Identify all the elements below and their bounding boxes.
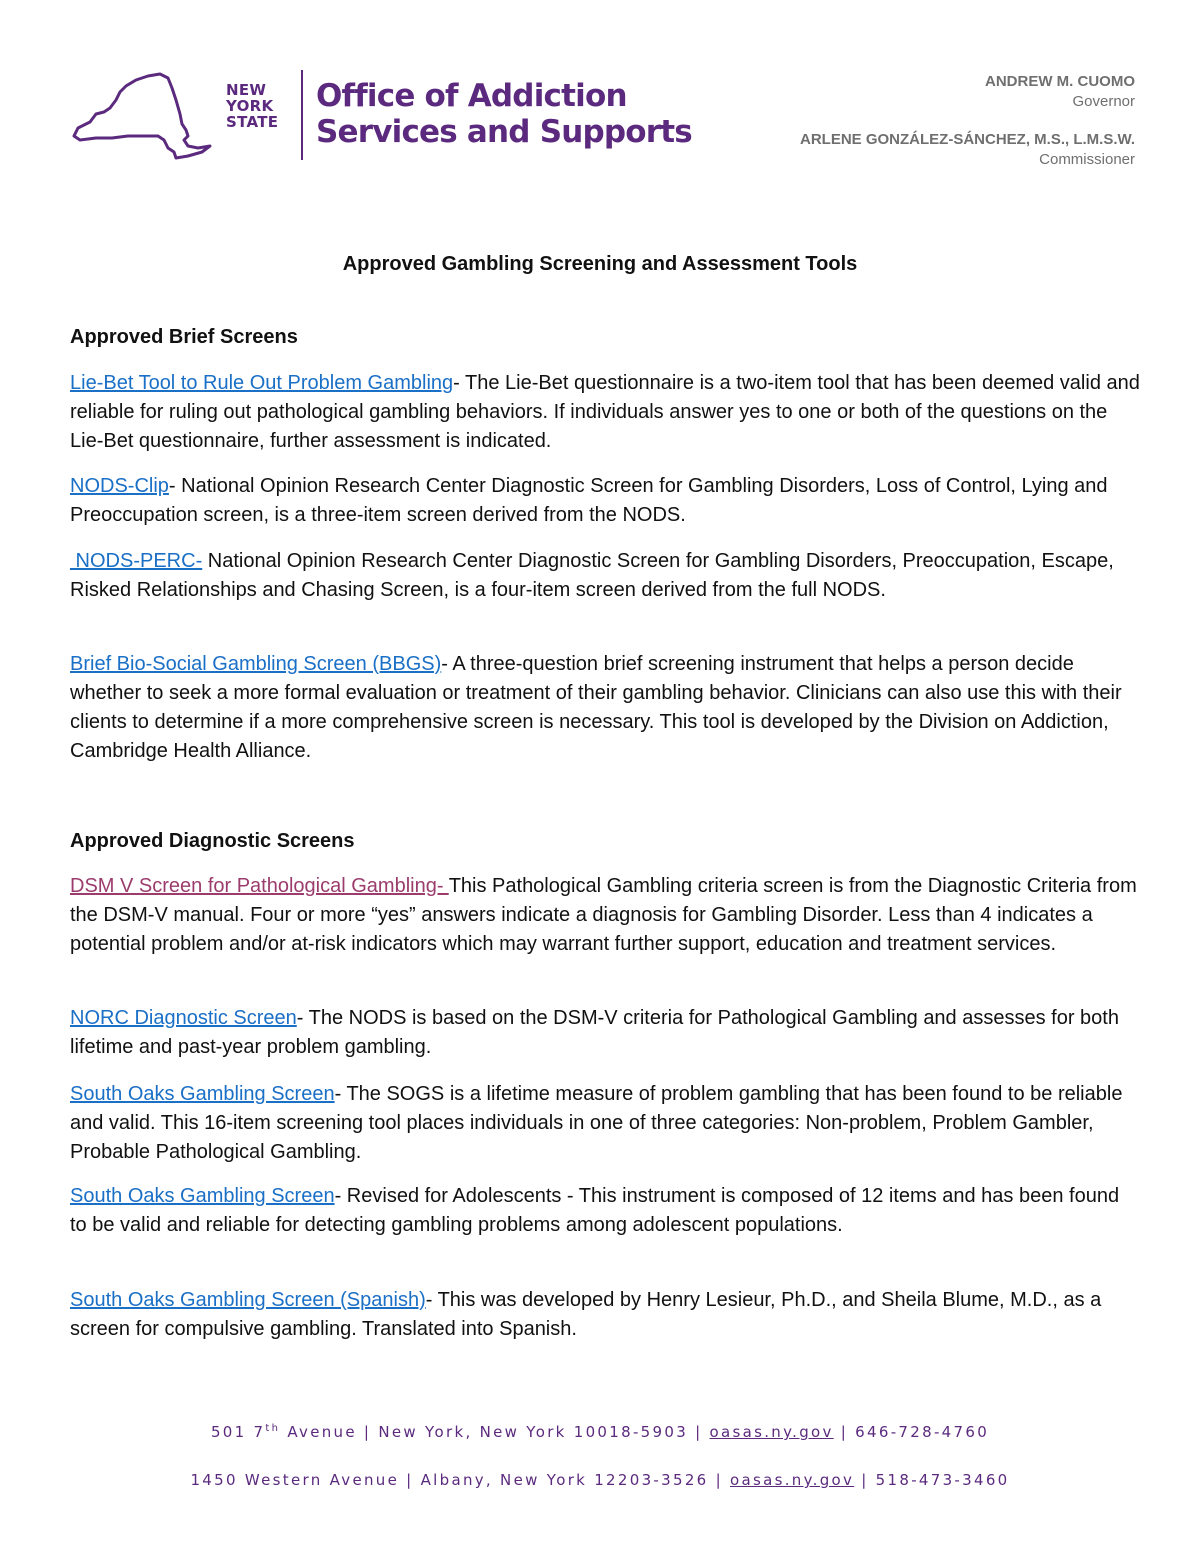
footer-albany-street: 1450 Western Avenue | Albany, New York 12203-3526 |: [190, 1471, 731, 1489]
diagnostic-screens-heading: Approved Diagnostic Screens: [70, 830, 355, 852]
logo-divider: [301, 70, 303, 160]
sogs-description: - The SOGS is a lifetime measure of problem gambling that has been found to be reliable and valid. This 16-item screening tool places individuals in one of three categories: Non-problem, Problem Gambler, Probable Pathological Gambling.: [70, 1083, 1123, 1163]
footer-albany-website-link[interactable]: oasas.ny.gov: [730, 1471, 855, 1489]
list-item: [70, 872, 1140, 959]
footer-nyc-phone: | 646-728-4760: [833, 1423, 990, 1441]
dsm-v-screen-link[interactable]: DSM V Screen for Pathological Gambling-: [70, 875, 449, 897]
list-item: [70, 1004, 1140, 1062]
norc-description: - The NODS is based on the DSM-V criteria for Pathological Gambling and assesses for both lifetime and past-year problem gambling.: [70, 1007, 1119, 1058]
lie-bet-description: - The Lie-Bet questionnaire is a two-item tool that has been deemed valid and reliable for ruling out pathological gambling behaviors. If individuals answer yes to one or both of the questions on the Lie-Bet questionnaire, further assessment is indicated.: [70, 372, 1140, 452]
nods-clip-link[interactable]: NODS-Clip: [70, 475, 169, 497]
governor-title: Governor: [1072, 93, 1135, 110]
sogs-spanish-link[interactable]: South Oaks Gambling Screen (Spanish): [70, 1289, 426, 1311]
governor-name: ANDREW M. CUOMO: [985, 73, 1135, 90]
lie-bet-link[interactable]: Lie-Bet Tool to Rule Out Problem Gambling: [70, 372, 454, 394]
nods-perc-description: National Opinion Research Center Diagnostic Screen for Gambling Disorders, Preoccupation, Escape, Risked Relationships and Chasing Screen, is a four-item screen derived from the full NODS.: [70, 550, 1114, 601]
nys-line-2: YORK: [226, 97, 274, 115]
nys-line-3: STATE: [226, 113, 279, 131]
footer-nyc-street: Avenue | New York, New York 10018-5903 |: [280, 1423, 710, 1441]
new-york-state-map-icon: [70, 66, 220, 162]
list-item: [70, 1286, 1140, 1344]
sogs-spanish-description: - This was developed by Henry Lesieur, Ph.D., and Sheila Blume, M.D., as a screen for compulsive gambling. Translated into Spanish.: [70, 1289, 1102, 1340]
list-item: [70, 1080, 1140, 1167]
footer-albany-address: [0, 1471, 1200, 1489]
footer-nyc-ordinal: th: [265, 1423, 281, 1434]
list-item: [70, 472, 1140, 530]
nys-line-1: NEW: [226, 81, 267, 99]
footer-nyc-street-number: 501 7: [210, 1423, 266, 1441]
commissioner-title: Commissioner: [1039, 151, 1135, 168]
list-item: [70, 1182, 1140, 1240]
sogs-adolescent-description: - Revised for Adolescents - This instrument is composed of 12 items and has been found to be valid and reliable for detecting gambling problems among adolescent populations.: [70, 1185, 1120, 1236]
office-name: [316, 78, 692, 150]
officials-block: [800, 72, 1135, 170]
office-name-line-1: Office of Addiction: [316, 78, 627, 114]
list-item: [70, 547, 1140, 605]
sogs-link[interactable]: South Oaks Gambling Screen: [70, 1083, 335, 1105]
footer-albany-phone: | 518-473-3460: [854, 1471, 1010, 1489]
footer-nyc-address: [0, 1423, 1200, 1441]
office-name-line-2: Services and Supports: [316, 114, 692, 150]
dsm-v-description: This Pathological Gambling criteria screen is from the Diagnostic Criteria from the DSM-V manual. Four or more “yes” answers indicate a diagnosis for Gambling Disorder. Less than 4 indicates a potential problem and/or at-risk indicators which may warrant further support, education and treatment services.: [70, 875, 1137, 955]
bbgs-description: - A three-question brief screening instrument that helps a person decide whether to seek a more formal evaluation or treatment of their gambling behavior. Clinicians can also use this with their clients to determine if a more comprehensive screen is necessary. This tool is developed by the Division on Addiction, Cambridge Health Alliance.: [70, 653, 1122, 762]
nods-clip-description: - National Opinion Research Center Diagnostic Screen for Gambling Disorders, Loss of Control, Lying and Preoccupation screen, is a three-item screen derived from the NODS.: [70, 475, 1108, 526]
list-item: [70, 650, 1140, 766]
commissioner-name: ARLENE GONZÁLEZ-SÁNCHEZ, M.S., L.M.S.W.: [800, 131, 1135, 148]
norc-diagnostic-link[interactable]: NORC Diagnostic Screen: [70, 1007, 297, 1029]
footer-nyc-website-link[interactable]: oasas.ny.gov: [709, 1423, 834, 1441]
nys-wordmark: [226, 82, 292, 130]
brief-screens-heading: Approved Brief Screens: [70, 326, 298, 348]
oasas-logo: [70, 66, 692, 162]
list-item: [70, 369, 1140, 456]
sogs-adolescent-link[interactable]: South Oaks Gambling Screen: [70, 1185, 335, 1207]
document-title: Approved Gambling Screening and Assessment Tools: [342, 253, 858, 275]
nods-perc-link[interactable]: NODS-PERC-: [70, 550, 203, 572]
bbgs-link[interactable]: Brief Bio-Social Gambling Screen (BBGS): [70, 653, 442, 675]
